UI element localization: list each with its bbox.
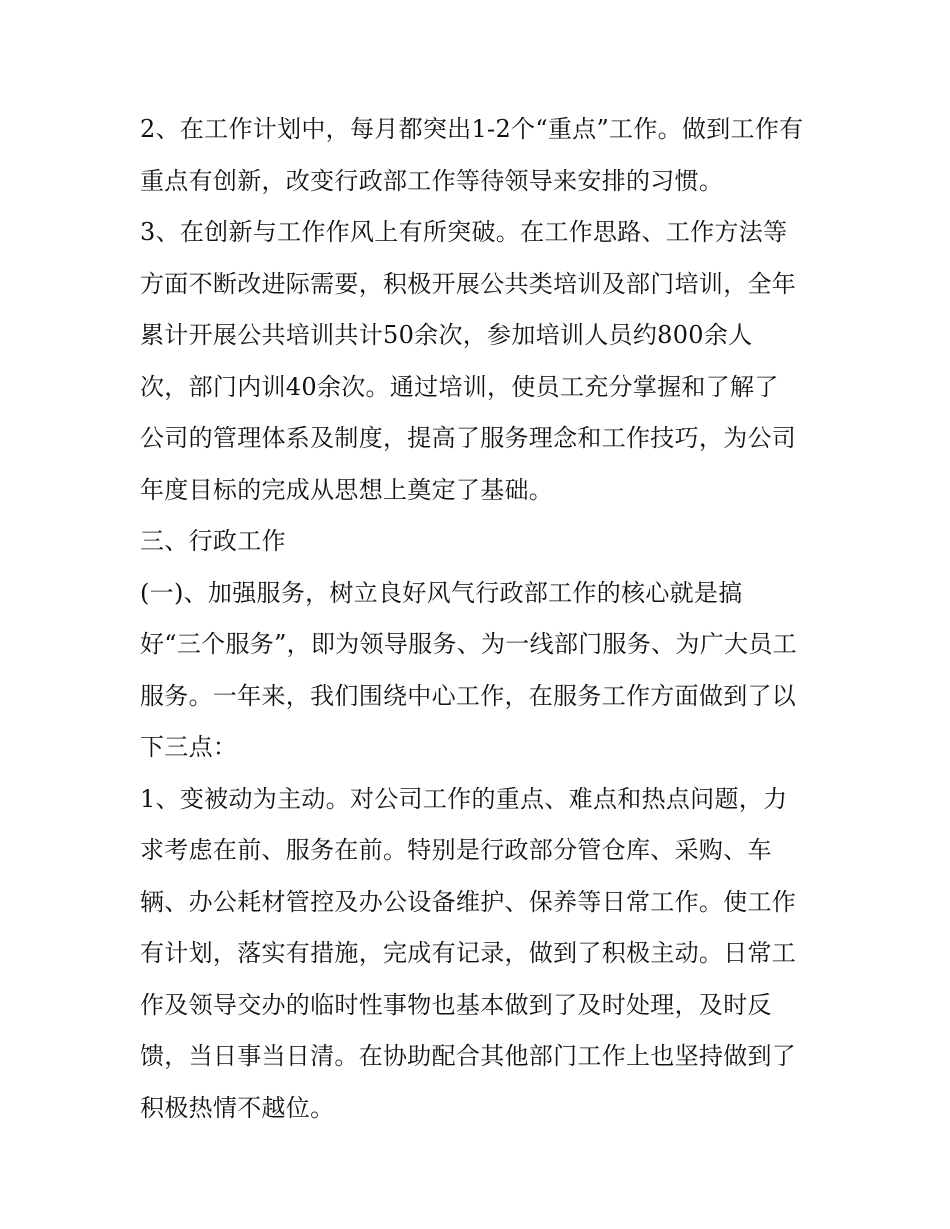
text-line: 1、变被动为主动。对公司工作的重点、难点和热点问题，力 [140, 784, 788, 813]
text-line: 公司的管理体系及制度，提高了服务理念和工作技巧，为公司 [140, 424, 797, 452]
text-line: 服务。一年来，我们围绕中心工作，在服务工作方面做到了以 [140, 681, 797, 710]
text-line: 馈，当日事当日清。在协助配合其他部门工作上也坚持做到了 [140, 1042, 797, 1070]
text-line: 作及领导交办的临时性事物也基本做到了及时处理，及时反 [140, 990, 772, 1019]
text-line: 辆、办公耗材管控及办公设备维护、保养等日常工作。使工作 [140, 887, 797, 916]
text-line: 方面不断改进际需要，积极开展公共类培训及部门培训，全年 [140, 269, 797, 298]
section-heading: 三、行政工作 [140, 527, 286, 555]
text-line: 有计划，落实有措施，完成有记录，做到了积极主动。日常工 [140, 939, 797, 967]
text-line: 下三点： [140, 733, 238, 761]
text-line: (一)、加强服务，树立良好风气行政部工作的核心就是搞 [140, 578, 743, 607]
document-body [140, 104, 820, 1134]
text-line: 重点有创新，改变行政部工作等待领导来安排的习惯。 [140, 166, 724, 195]
text-line: 求考虑在前、服务在前。特别是行政部分管仓库、采购、车 [140, 836, 772, 864]
text-line: 3、在创新与工作作风上有所突破。在工作思路、工作方法等 [140, 218, 788, 246]
text-line: 好“三个服务”，即为领导服务、为一线部门服务、为广大员工 [140, 630, 797, 658]
text-line: 年度目标的完成从思想上奠定了基础。 [140, 475, 554, 504]
text-line: 2、在工作计划中，每月都突出1-2个“重点”工作。做到工作有 [140, 115, 804, 143]
text-line: 次，部门内训40余次。通过培训，使员工充分掌握和了解了 [140, 372, 779, 401]
text-line: 积极热情不越位。 [140, 1093, 335, 1122]
text-line: 累计开展公共培训共计50余次，参加培训人员约800余人 [140, 321, 753, 349]
